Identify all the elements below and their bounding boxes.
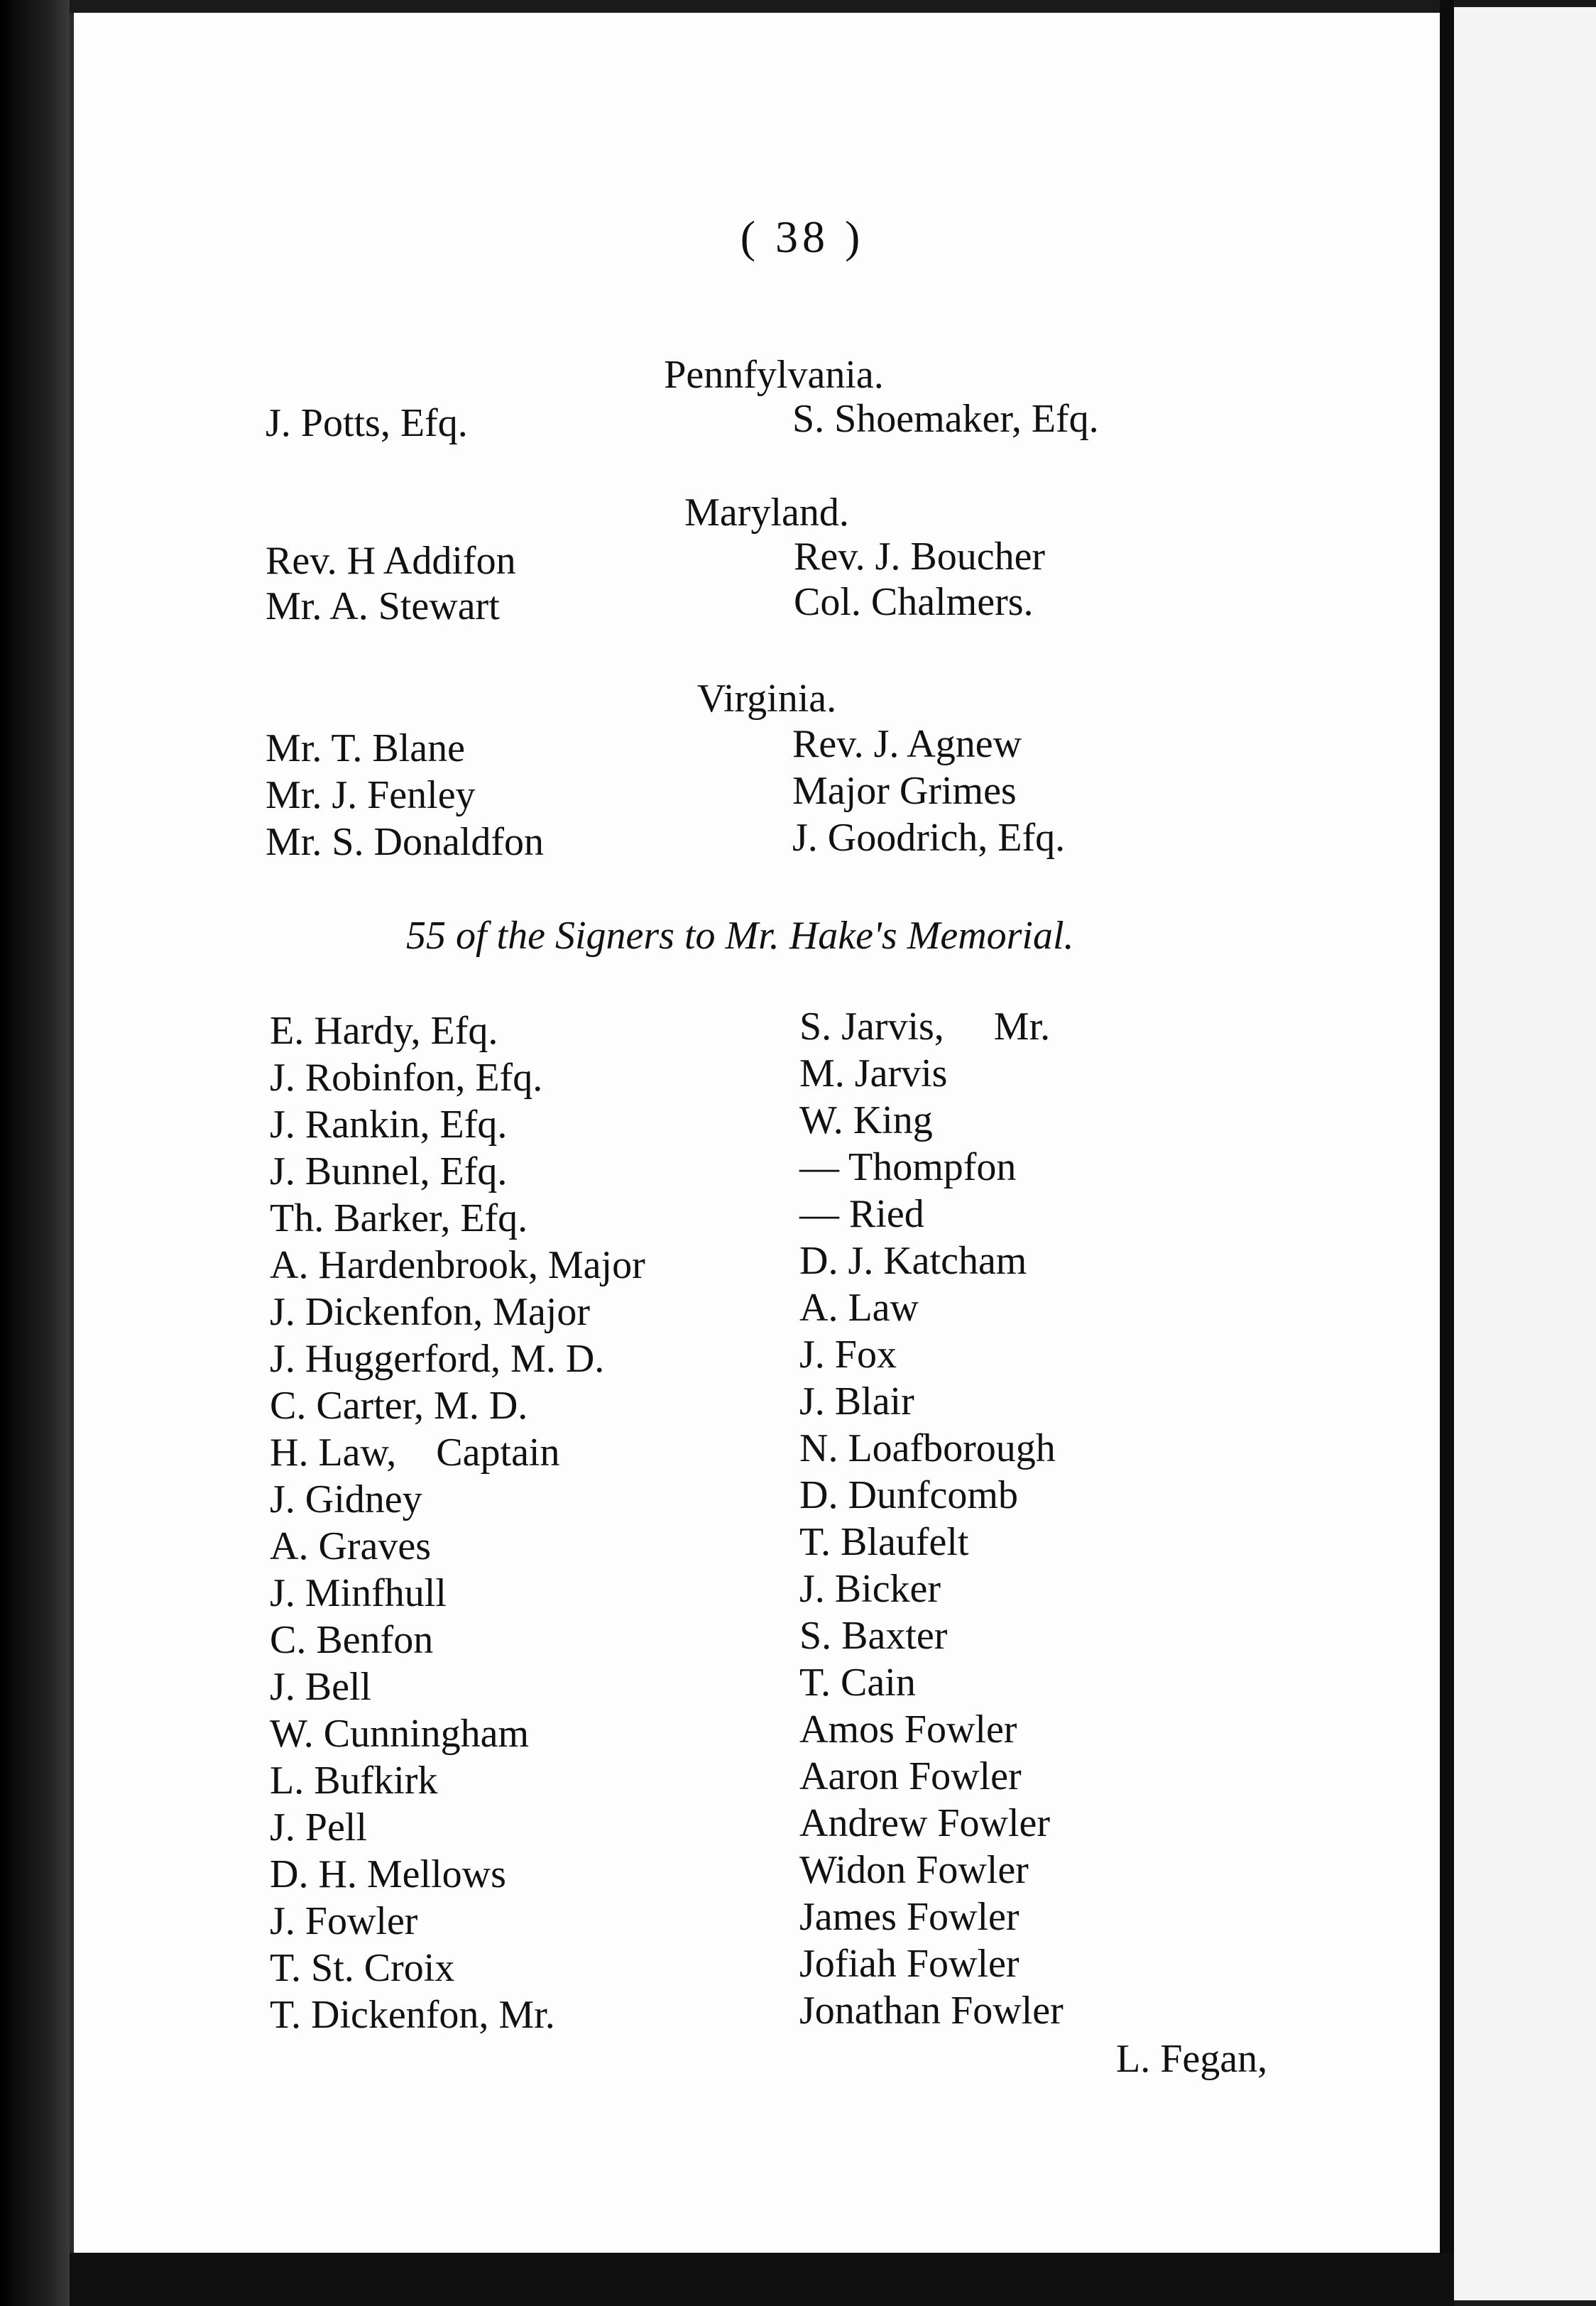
signer-right-entry: M. Jarvis	[799, 1051, 948, 1095]
signer-left-entry: J. Gidney	[270, 1477, 422, 1521]
signer-right-entry: Andrew Fowler	[799, 1801, 1051, 1845]
signer-left-entry: J. Bunnel, Efq.	[270, 1149, 508, 1193]
signer-right-entry: — Thompfon	[799, 1145, 1017, 1189]
list-item: J. Goodrich, Efq.	[792, 816, 1066, 860]
signer-right-entry: W. King	[799, 1098, 933, 1142]
list-item: Rev. J. Agnew	[792, 722, 1022, 766]
signer-left-entry: H. Law, Captain	[270, 1431, 560, 1475]
list-item: Col. Chalmers.	[794, 580, 1034, 624]
signer-left-entry: C. Benfon	[270, 1618, 434, 1662]
signer-right-entry: Aaron Fowler	[799, 1754, 1022, 1798]
signer-left-entry: J. Huggerford, M. D.	[270, 1337, 605, 1381]
signer-left-entry: J. Dickenfon, Major	[270, 1290, 591, 1334]
signer-left-entry: J. Fowler	[270, 1899, 418, 1943]
signer-left-entry: J. Pell	[270, 1805, 367, 1849]
signer-right-entry: T. Cain	[799, 1661, 916, 1705]
signer-right-entry: — Ried	[799, 1192, 924, 1236]
list-item: Major Grimes	[792, 769, 1017, 813]
page-number: ( 38 )	[740, 212, 865, 262]
signer-left-entry: J. Rankin, Efq.	[270, 1103, 508, 1147]
facing-page-edge	[1454, 7, 1596, 2300]
book-spine	[0, 0, 70, 2306]
signer-right-entry: Amos Fowler	[799, 1707, 1017, 1752]
signer-left-entry: T. Dickenfon, Mr.	[270, 1993, 555, 2037]
signer-left-entry: E. Hardy, Efq.	[270, 1009, 498, 1053]
signer-left-entry: Th. Barker, Efq.	[270, 1196, 528, 1240]
signer-left-entry: L. Bufkirk	[270, 1759, 438, 1803]
signer-right-entry: James Fowler	[799, 1895, 1020, 1939]
signer-left-entry: T. St. Croix	[270, 1946, 455, 1990]
signer-left-entry: C. Carter, M. D.	[270, 1384, 528, 1428]
signer-right-entry: S. Baxter	[799, 1614, 948, 1658]
page-gutter	[1440, 0, 1454, 2306]
list-item: Mr. T. Blane	[266, 726, 466, 770]
signer-right-entry: D. Dunfcomb	[799, 1473, 1018, 1517]
section-heading-pennsylvania: Pennfylvania.	[664, 353, 884, 397]
signers-heading: 55 of the Signers to Mr. Hake's Memorial.	[406, 914, 1074, 958]
list-item: J. Potts, Efq.	[266, 401, 468, 445]
signer-right-entry: S. Jarvis, Mr.	[799, 1005, 1051, 1049]
list-item: Mr. J. Fenley	[266, 773, 476, 817]
signer-right-entry: T. Blaufelt	[799, 1520, 969, 1564]
signer-right-entry: Widon Fowler	[799, 1848, 1029, 1892]
list-item: S. Shoemaker, Efq.	[792, 397, 1099, 441]
section-heading-virginia: Virginia.	[696, 677, 837, 721]
signer-right-entry: A. Law	[799, 1286, 919, 1330]
list-item: Rev. H Addifon	[266, 539, 516, 583]
signer-right-entry: J. Blair	[799, 1379, 914, 1424]
signer-left-entry: J. Minfhull	[270, 1571, 447, 1615]
list-item: Mr. A. Stewart	[266, 584, 500, 628]
signer-left-entry: J. Robinfon, Efq.	[270, 1056, 543, 1100]
signer-left-entry: A. Graves	[270, 1524, 432, 1568]
signer-right-entry: N. Loafborough	[799, 1426, 1056, 1470]
section-heading-maryland: Maryland.	[684, 491, 849, 535]
signer-right-entry: J. Fox	[799, 1333, 897, 1377]
signer-left-entry: D. H. Mellows	[270, 1852, 506, 1896]
list-item: Rev. J. Boucher	[794, 535, 1046, 579]
signer-right-entry: Jofiah Fowler	[799, 1942, 1020, 1986]
signer-right-entry: D. J. Katcham	[799, 1239, 1027, 1283]
catchword: L. Fegan,	[1116, 2037, 1268, 2081]
signer-left-entry: A. Hardenbrook, Major	[270, 1243, 645, 1287]
bottom-edge	[70, 2253, 1454, 2306]
signer-left-entry: W. Cunningham	[270, 1712, 530, 1756]
signer-right-entry: J. Bicker	[799, 1567, 941, 1611]
signer-right-entry: Jonathan Fowler	[799, 1989, 1064, 2033]
signer-left-entry: J. Bell	[270, 1665, 372, 1709]
list-item: Mr. S. Donaldfon	[266, 820, 544, 864]
